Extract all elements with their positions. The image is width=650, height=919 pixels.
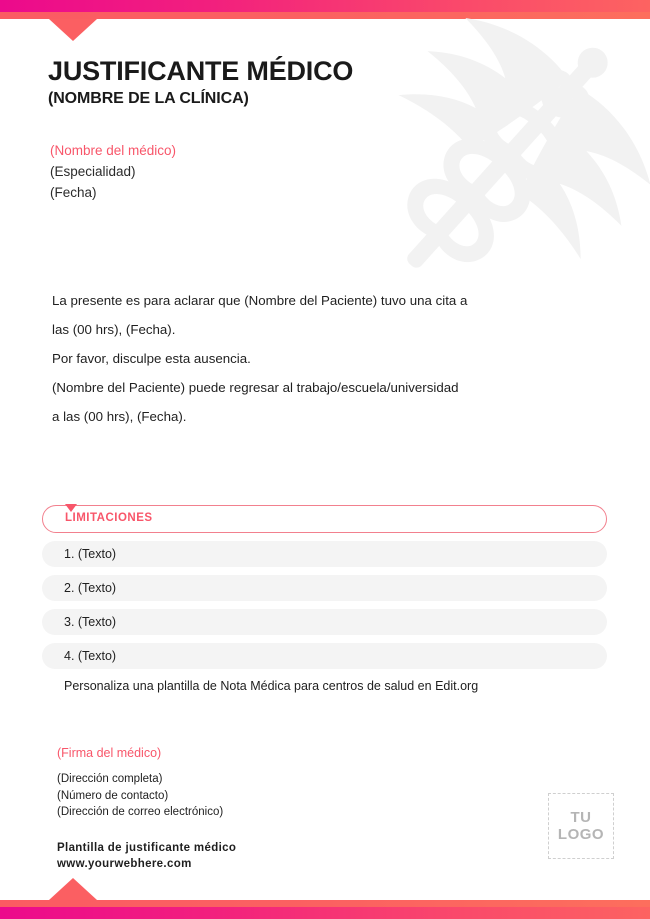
bottom-salmon-band [0,900,650,907]
doctor-name-field[interactable]: (Nombre del médico) [50,143,177,158]
phone-field[interactable]: (Número de contacto) [57,789,169,802]
limitation-row-text: 2. (Texto) [64,581,117,595]
limitations-triangle-notch-icon [65,504,77,512]
limitation-row-text: 1. (Texto) [64,547,117,561]
page-title: JUSTIFICANTE MÉDICO [48,56,354,86]
body-line-2: las (00 hrs), (Fecha). [52,322,176,337]
body-line-1: La presente es para aclarar que (Nombre del Paciente) tuvo una cita a [52,293,468,308]
body-line-3: Por favor, disculpe esta ausencia. [52,351,251,366]
footer-template-name: Plantilla de justificante médico [57,842,237,854]
limitations-header-label: LIMITACIONES [65,512,153,524]
doctor-info-block [50,140,176,203]
body-line-4: (Nombre del Paciente) puede regresar al trabajo/escuela/universidad [52,380,459,395]
limitation-row[interactable] [42,541,607,567]
limitations-list [42,541,607,677]
certificate-body-text [52,286,552,431]
email-field[interactable]: (Dirección de correo electrónico) [57,806,224,818]
footer-website-url[interactable]: www.yourwebhere.com [57,858,192,870]
body-line-5: a las (00 hrs), (Fecha). [52,409,187,424]
logo-placeholder-line-2: LOGO [557,826,605,843]
bottom-decorative-bar [0,893,650,919]
contact-details-block [57,771,223,821]
footer-block [57,840,236,872]
limitation-row[interactable] [42,643,607,669]
logo-placeholder[interactable] [548,793,614,859]
doctor-specialty-field[interactable]: (Especialidad) [50,164,136,179]
limitation-row-text: 4. (Texto) [64,649,117,663]
doctor-signature-field[interactable]: (Firma del médico) [57,746,162,760]
limitations-header-pill [42,505,607,533]
logo-placeholder-line-1: TU [570,809,592,826]
limitation-row-text: 3. (Texto) [64,615,117,629]
doctor-date-field[interactable]: (Fecha) [50,185,97,200]
address-field[interactable]: (Dirección completa) [57,773,163,785]
limitation-row[interactable] [42,575,607,601]
promo-text: Personaliza una plantilla de Nota Médica para centros de salud en Edit.org [64,679,479,693]
clinic-name-subtitle: (NOMBRE DE LA CLÍNICA) [48,90,249,107]
bottom-gradient-band [0,907,650,919]
limitation-row[interactable] [42,609,607,635]
